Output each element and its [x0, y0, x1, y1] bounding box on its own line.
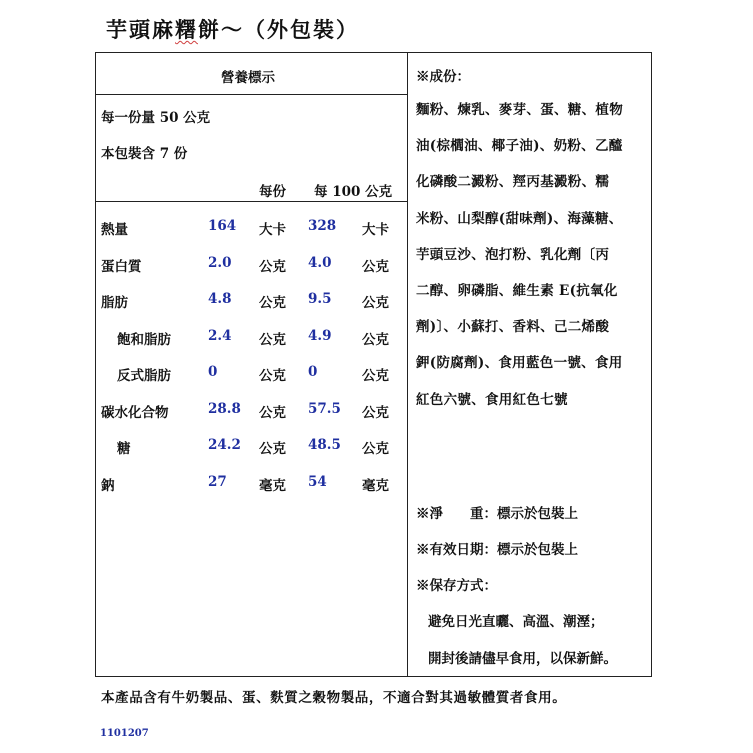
storage-line-2: 開封後請儘早食用，以保新鮮。: [428, 651, 617, 667]
ingredient-line: 油(棕櫚油、椰子油)、奶粉、乙醯: [416, 138, 623, 155]
unit-per-100g: 公克: [362, 331, 389, 348]
ingredient-line: 芋頭豆沙、泡打粉、乳化劑〔丙: [416, 246, 610, 263]
unit-per-100g: 公克: [362, 441, 389, 457]
column-per-serving: 每份: [259, 184, 286, 200]
nutrient-name: 糖: [117, 441, 131, 457]
unit-per-serving: 公克: [259, 258, 286, 275]
ingredient-line: 劑)〕、小蘇打、香料、己二烯酸: [416, 319, 610, 336]
value-per-serving: 2.0: [208, 254, 232, 271]
nutrient-name: 飽和脂肪: [117, 331, 171, 348]
ingredients-list: [416, 92, 648, 418]
ingredient-line: 二醇、卵磷脂、維生素 E(抗氧化: [416, 283, 618, 300]
value-per-100g: 9.5: [308, 291, 332, 307]
value-per-serving: 24.2: [208, 437, 241, 453]
unit-per-serving: 公克: [259, 368, 286, 384]
value-per-serving: 27: [208, 473, 227, 490]
value-per-100g: 48.5: [308, 437, 341, 453]
value-per-100g: 0: [308, 364, 318, 380]
serving-size: 每一份量 50 公克: [101, 110, 211, 126]
ingredient-line: 鉀(防腐劑)、食用藍色一號、食用: [416, 355, 623, 372]
ingredient-line: 化磷酸二澱粉、羥丙基澱粉、糯: [416, 174, 610, 191]
product-code: 1101207: [100, 728, 149, 739]
unit-per-serving: 公克: [259, 404, 286, 421]
unit-per-100g: 公克: [362, 258, 389, 275]
ingredients-heading: ※成份：: [416, 69, 470, 85]
unit-per-serving: 毫克: [259, 477, 286, 494]
product-title: 芋頭麻糬餅～（外包裝）: [106, 17, 359, 42]
nutrient-name: 脂肪: [101, 295, 128, 311]
unit-per-100g: 大卡: [362, 222, 389, 238]
unit-per-100g: 毫克: [362, 477, 389, 494]
ingredient-line: 紅色六號、食用紅色七號: [416, 391, 568, 408]
column-divider: [407, 52, 408, 677]
value-per-100g: 57.5: [308, 400, 341, 417]
ingredient-line: 麵粉、煉乳、麥芽、蛋、糖、植物: [416, 102, 623, 118]
value-per-serving: 164: [208, 218, 237, 234]
header-divider: [95, 94, 408, 95]
value-per-serving: 4.8: [208, 291, 232, 307]
unit-per-serving: 大卡: [259, 222, 286, 238]
nutrient-name: 鈉: [101, 477, 115, 494]
storage-line-1: 避免日光直曬、高溫、潮溼；: [428, 614, 604, 630]
value-per-100g: 328: [308, 218, 337, 234]
ingredient-line: 米粉、山梨醇(甜味劑)、海藻糖、: [416, 210, 623, 227]
value-per-100g: 4.0: [308, 254, 332, 271]
allergen-note: 本產品含有牛奶製品、蛋、麩質之穀物製品，不適合對其過敏體質者食用。: [101, 690, 567, 706]
nutrient-name: 碳水化合物: [101, 404, 169, 421]
unit-per-serving: 公克: [259, 441, 286, 457]
unit-per-100g: 公克: [362, 368, 389, 384]
unit-per-serving: 公克: [259, 295, 286, 311]
columns-divider: [95, 201, 408, 202]
value-per-serving: 28.8: [208, 400, 241, 417]
servings-per-package: 本包裝含 7 份: [101, 146, 188, 162]
expiry-date: ※有效日期：標示於包裝上: [416, 542, 578, 558]
nutrient-name: 熱量: [101, 222, 128, 238]
unit-per-100g: 公克: [362, 295, 389, 311]
unit-per-serving: 公克: [259, 331, 286, 348]
value-per-serving: 0: [208, 364, 218, 380]
nutrient-name: 反式脂肪: [117, 368, 171, 384]
value-per-100g: 4.9: [308, 327, 332, 344]
value-per-serving: 2.4: [208, 327, 232, 344]
nutrition-header: 營養標示: [221, 70, 275, 86]
value-per-100g: 54: [308, 473, 327, 490]
column-per-100g: 每 100 公克: [314, 184, 393, 200]
unit-per-100g: 公克: [362, 404, 389, 421]
net-weight: ※淨 重：標示於包裝上: [416, 506, 578, 522]
storage-heading: ※保存方式：: [416, 578, 497, 594]
nutrient-name: 蛋白質: [101, 258, 142, 275]
